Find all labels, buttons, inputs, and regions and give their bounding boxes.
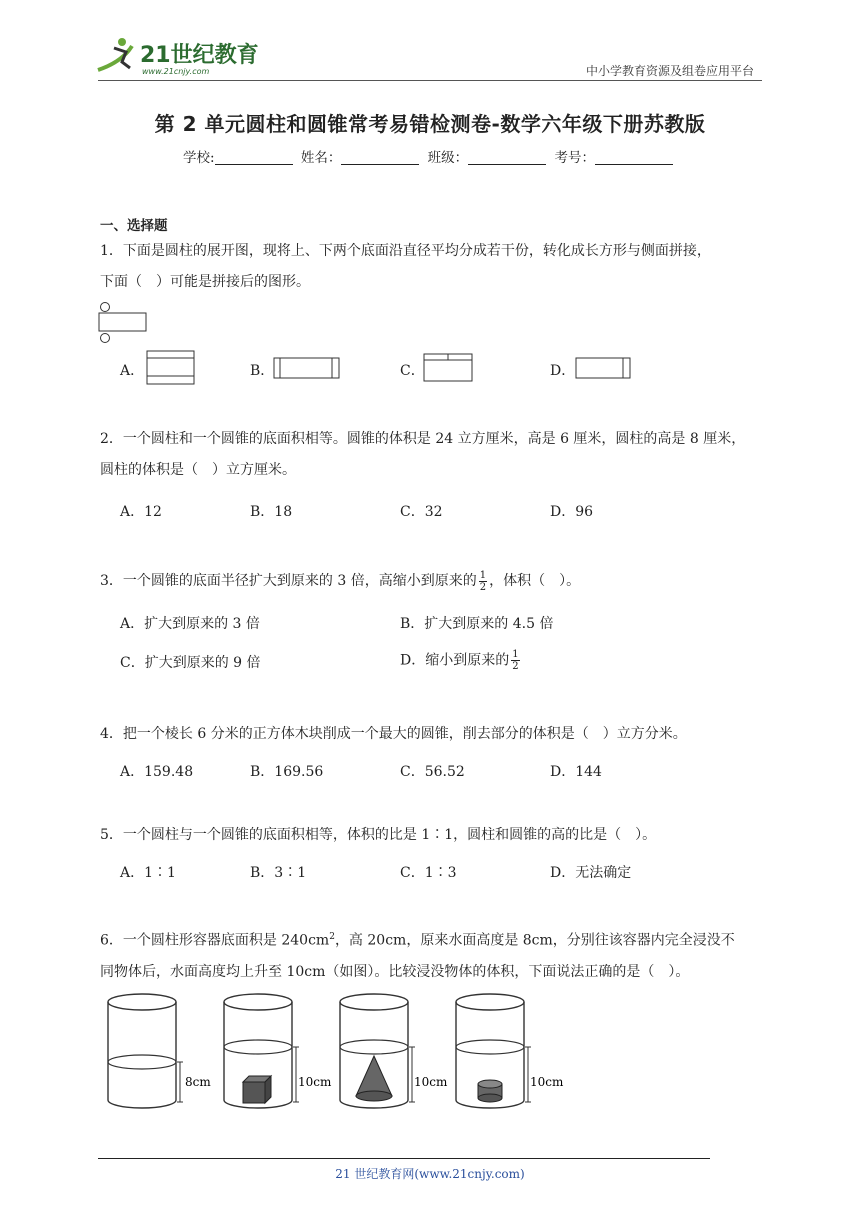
- question-1-line-1: 1．下面是圆柱的展开图，现将上、下两个底面沿直径平均分成若干份，转化成长方形与侧面拼接，: [100, 243, 711, 259]
- option-1c-figure: [423, 353, 475, 383]
- container-figure: [100, 990, 580, 1115]
- section-heading: 一、选择题: [100, 218, 168, 234]
- option-3c[interactable]: C．扩大到原来的 9 倍: [120, 655, 261, 671]
- question-1: [100, 236, 780, 298]
- cube-shape: [243, 1076, 271, 1103]
- cylinder-with-cube: [224, 994, 332, 1108]
- page-title: 第 2 单元圆柱和圆锥常考易错检测卷-数学六年级下册苏教版: [154, 112, 706, 136]
- option-1b[interactable]: [250, 360, 274, 380]
- option-5d[interactable]: D．无法确定: [550, 865, 632, 881]
- option-1a-label: A．: [120, 363, 145, 379]
- question-2-line-2: 圆柱的体积是（ ）立方厘米。: [100, 462, 296, 478]
- student-info-line: [0, 146, 860, 166]
- question-1-line-2: 下面（ ）可能是拼接后的图形。: [100, 274, 310, 290]
- option-5a[interactable]: A．1∶1: [120, 865, 176, 881]
- option-3d-label: D．缩小到原来的: [400, 652, 510, 669]
- option-1a[interactable]: [120, 360, 144, 380]
- fraction-numerator: 1: [479, 569, 487, 581]
- question-6: [100, 922, 780, 988]
- question-6-text-b: ，高 20cm，原来水面高度是 8cm，分别往该容器内完全浸没不: [334, 932, 735, 949]
- site-logo: [92, 34, 262, 78]
- option-4b[interactable]: B．169.56: [250, 764, 324, 780]
- option-1d-figure: [575, 357, 633, 381]
- question-2: [100, 424, 780, 486]
- class-label: 班级：: [427, 150, 469, 166]
- question-3-text-b: ，体积（ ）。: [489, 573, 581, 589]
- header-platform-text: 中小学教育资源及组卷应用平台: [585, 64, 754, 78]
- small-cylinder-shape: [478, 1080, 502, 1102]
- option-3b[interactable]: B．扩大到原来的 4.5 倍: [400, 616, 554, 632]
- question-3: [100, 566, 780, 597]
- cylinder-with-cone: [340, 994, 448, 1108]
- option-3d-fraction: [511, 649, 519, 672]
- footer-link[interactable]: 21 世纪教育网(www.21cnjy.com): [335, 1167, 525, 1181]
- cylinder-net-figure: [98, 302, 150, 344]
- question-5-line-1: 5．一个圆柱与一个圆锥的底面积相等，体积的比是 1∶1，圆柱和圆锥的高的比是（ ）。: [100, 827, 657, 843]
- header-divider: [98, 80, 762, 81]
- fraction-denominator: 2: [479, 581, 487, 593]
- option-1b-figure: [273, 357, 341, 381]
- question-4: [100, 719, 780, 750]
- option-1d-label: D．: [550, 363, 576, 379]
- fraction-denominator: 2: [512, 661, 519, 672]
- question-6-text-a: 6．一个圆柱形容器底面积是 240cm: [100, 932, 330, 949]
- question-3-text-a: 3．一个圆锥的底面半径扩大到原来的 3 倍，高缩小到原来的: [100, 573, 477, 589]
- option-2b[interactable]: B．18: [250, 504, 293, 520]
- option-1a-figure: [146, 350, 196, 386]
- option-4a[interactable]: A．159.48: [120, 764, 194, 780]
- superscript: 2: [329, 932, 335, 942]
- school-label: 学校:: [183, 150, 215, 166]
- footer-divider: [98, 1158, 710, 1159]
- option-1b-label: B．: [250, 363, 275, 379]
- option-5c[interactable]: C．1∶3: [400, 865, 457, 881]
- water-height-label-1: 8cm: [185, 1075, 211, 1089]
- option-1d[interactable]: [550, 360, 575, 380]
- option-1c[interactable]: [400, 360, 425, 380]
- question-3-fraction: [479, 570, 487, 593]
- name-label: 姓名：: [300, 150, 342, 166]
- question-6-line-2: 同物体后，水面高度均上升至 10cm（如图）。比较浸没物体的体积，下面说法正确的是（ ）。: [100, 963, 690, 980]
- option-2d[interactable]: D．96: [550, 504, 594, 520]
- option-2c[interactable]: C．32: [400, 504, 443, 520]
- fraction-numerator: 1: [512, 649, 519, 660]
- logo-text: 21世纪教育: [140, 43, 259, 68]
- cylinder-original: [108, 994, 211, 1108]
- option-2a[interactable]: A．12: [120, 504, 162, 520]
- water-height-label-3: 10cm: [414, 1075, 448, 1089]
- logo-subtext: www.21cnjy.com: [142, 67, 210, 76]
- option-1c-label: C．: [400, 363, 425, 379]
- name-blank[interactable]: [341, 150, 419, 165]
- option-4c[interactable]: C．56.52: [400, 764, 465, 780]
- option-5b[interactable]: B．3∶1: [250, 865, 307, 881]
- water-height-label-2: 10cm: [298, 1075, 332, 1089]
- question-6-line-1: [100, 922, 780, 957]
- water-height-label-4: 10cm: [530, 1075, 564, 1089]
- question-2-line-1: 2．一个圆柱和一个圆锥的底面积相等。圆锥的体积是 24 立方厘米，高是 6 厘米，圆柱的高是 8 厘米，: [100, 431, 746, 447]
- cylinder-with-small-cylinder: [456, 994, 564, 1108]
- school-blank[interactable]: [215, 150, 293, 165]
- cone-shape: [356, 1056, 392, 1101]
- exam-number-label: 考号：: [554, 150, 595, 166]
- class-blank[interactable]: [468, 150, 546, 165]
- exam-number-blank[interactable]: [595, 150, 673, 165]
- question-5: [100, 820, 780, 851]
- option-3d[interactable]: [400, 649, 522, 672]
- option-4d[interactable]: D．144: [550, 764, 602, 780]
- question-4-line-1: 4．把一个棱长 6 分米的正方体木块削成一个最大的圆锥，削去部分的体积是（ ）立方分米。: [100, 726, 687, 742]
- option-3a[interactable]: A．扩大到原来的 3 倍: [120, 616, 260, 632]
